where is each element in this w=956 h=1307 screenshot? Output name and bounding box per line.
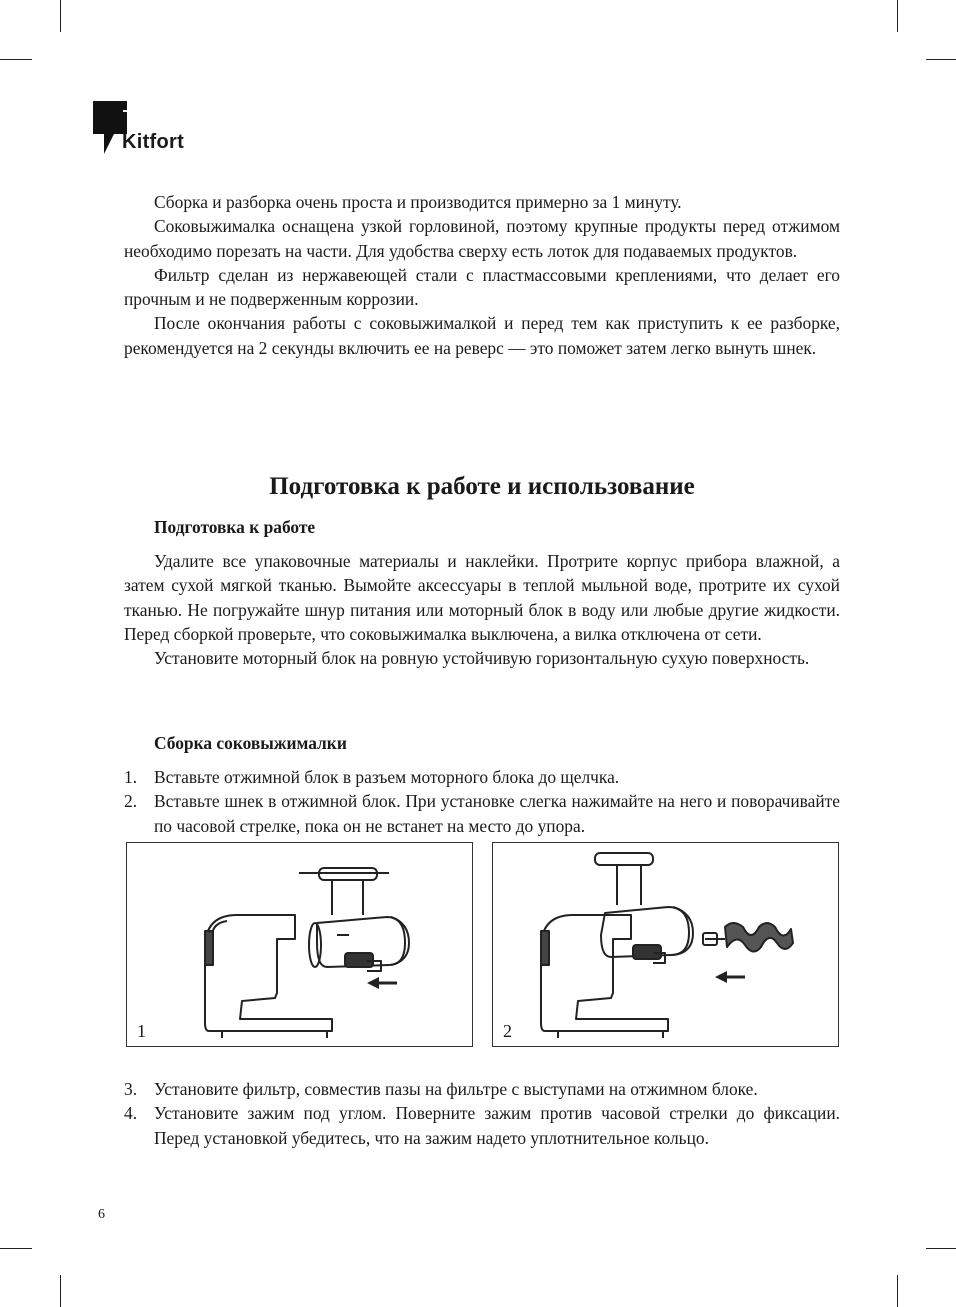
intro-text — [124, 190, 840, 360]
paragraph: Установите моторный блок на ровную устойчивую горизонтальную сухую поверхность. — [154, 648, 810, 669]
crop-mark — [0, 1248, 32, 1249]
assembly-steps-continued — [124, 1077, 840, 1150]
step-text: Вставьте шнек в отжимной блок. При установке слегка нажимайте на него и поворачивайте по часовой стрелке, пока он не встанет на место до упора. — [154, 791, 840, 836]
step-number: 3. — [124, 1079, 138, 1099]
list-item — [124, 1077, 840, 1101]
figure-number: 1 — [137, 1021, 146, 1041]
brand-name: Kitfort — [122, 131, 185, 153]
crop-mark — [60, 0, 61, 32]
paragraph: Удалите все упаковочные материалы и наклейки. Протрите корпус прибора влажной, а затем сухой мягкой тканью. Вымойте аксессуары в теплой мыльной воде, протрите их сухой тканью. Не погружайте шнур питания или моторный блок в воду или любые другие жидкости. Перед сборкой проверьте, что соковыжималка выключена, а вилка отключена от сети. — [124, 551, 840, 644]
paragraph: Соковыжималка оснащена узкой горловиной, поэтому крупные продукты перед отжимом необходимо порезать на части. Для удобства сверху есть лоток для подаваемых продуктов. — [124, 216, 840, 261]
page-number: 6 — [98, 1207, 105, 1222]
juicer-assembly-illustration-icon — [127, 843, 472, 1046]
step-number: 1. — [124, 767, 138, 787]
prep-text — [124, 549, 840, 670]
step-number: 4. — [124, 1103, 138, 1124]
figure-2 — [492, 842, 839, 1047]
crop-mark — [926, 59, 956, 60]
section-title: Подготовка к работе и использование — [269, 473, 695, 500]
crop-mark — [60, 1275, 61, 1307]
crop-mark — [897, 0, 898, 32]
figure-number: 2 — [503, 1021, 512, 1041]
list-item — [124, 1101, 840, 1150]
crop-mark — [926, 1248, 956, 1249]
assembly-heading: Сборка соковыжималки — [154, 733, 347, 753]
paragraph: Фильтр сделан из нержавеющей стали с пластмассовыми креплениями, что делает его прочным и не подверженным коррозии. — [124, 264, 840, 310]
step-number: 2. — [124, 791, 138, 812]
list-item — [124, 765, 840, 789]
prep-heading: Подготовка к работе — [154, 517, 316, 537]
step-text: Установите фильтр, совместив пазы на фильтре с выступами на отжимном блоке. — [154, 1079, 758, 1099]
brand-logo — [92, 100, 202, 160]
figure-1 — [126, 842, 473, 1047]
step-text: Установите зажим под углом. Поверните зажим против часовой стрелки до фиксации. Перед установкой убедитесь, что на зажим надето уплотнительное кольцо. — [154, 1103, 840, 1148]
auger-insertion-illustration-icon — [493, 843, 838, 1046]
paragraph: Сборка и разборка очень проста и производится примерно за 1 минуту. — [154, 192, 682, 212]
step-text: Вставьте отжимной блок в разъем моторного блока до щелчка. — [154, 767, 620, 787]
list-item — [124, 789, 840, 838]
crop-mark — [0, 59, 32, 60]
assembly-steps — [124, 765, 840, 838]
crop-mark — [897, 1275, 898, 1307]
paragraph: После окончания работы с соковыжималкой и перед тем как приступить к ее разборке, рекомендуется на 2 секунды включить ее на реверс — это поможет затем легко вынуть шнек. — [124, 313, 840, 358]
